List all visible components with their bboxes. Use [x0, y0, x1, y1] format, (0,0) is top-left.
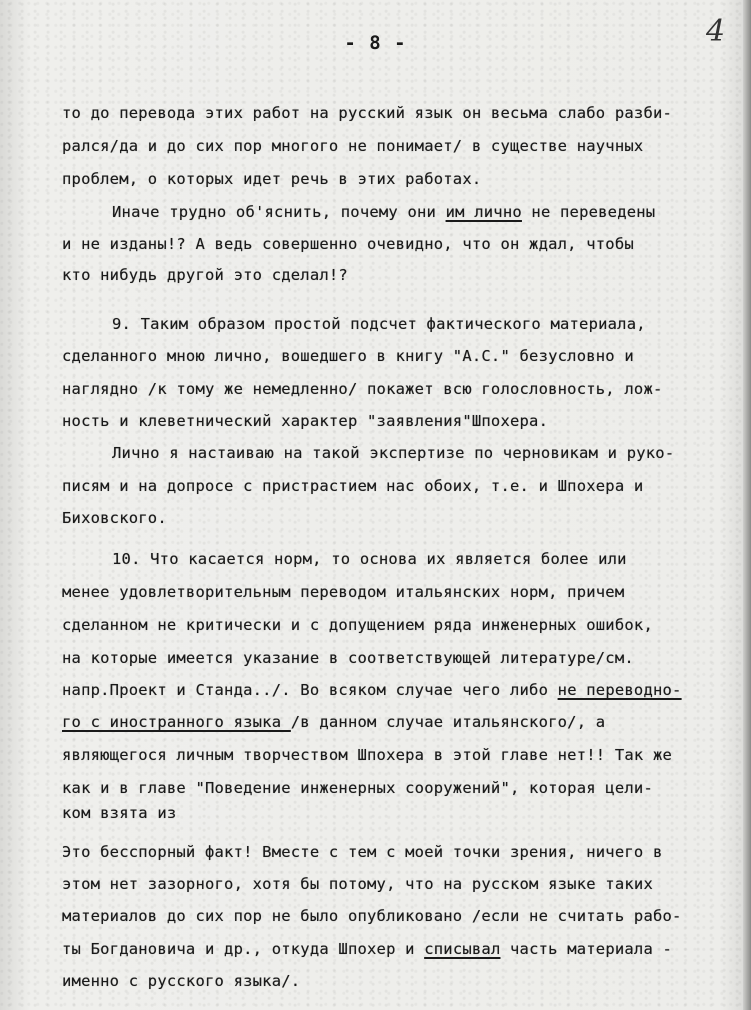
text-segment: как и в главе "Поведение инженерных сооружений", которая цели- [62, 779, 653, 797]
text-line [62, 347, 730, 365]
text-line [62, 266, 730, 284]
text-line [62, 907, 730, 925]
text-line [62, 137, 730, 155]
text-segment: Это бесспорный факт! Вместе с тем с моей точки зрения, ничего в [62, 843, 663, 861]
text-line [62, 681, 730, 699]
text-segment: наглядно /к тому же немедленно/ покажет всю голословность, лож- [62, 380, 663, 398]
text-line [62, 972, 730, 990]
text-segment: 9. Таким образом простой подсчет фактического материала, [112, 315, 646, 333]
text-segment: не переведены [521, 203, 656, 221]
text-segment: являющегося личным творчеством Шпохера в этой главе нет!! Так же [62, 746, 673, 764]
text-line [112, 444, 730, 462]
text-segment: ты Богдановича и др., откуда Шпохер и [62, 940, 425, 958]
text-line [62, 235, 730, 253]
text-line [62, 170, 730, 188]
text-line [62, 583, 730, 601]
underlined-text: не переводно- [557, 681, 682, 699]
text-segment: проблем, о которых идет речь в этих работах. [62, 170, 482, 188]
text-segment: материалов до сих пор не было опубликовано /если не считать рабо- [62, 907, 682, 925]
text-segment: рался/да и до сих пор многого не понимает/ в существе научных [62, 137, 644, 155]
text-line [62, 843, 730, 861]
underlined-text: им лично [445, 203, 522, 221]
text-line [62, 104, 730, 122]
text-line [62, 746, 730, 764]
text-line [112, 315, 730, 333]
text-line [62, 649, 730, 667]
text-segment: /в данном случае итальянского/, а [290, 713, 606, 731]
text-segment: кто нибудь другой это сделал!? [62, 266, 348, 284]
text-line [62, 940, 730, 958]
text-line [62, 412, 730, 430]
text-segment: и не изданы!? А ведь совершенно очевидно, что он ждал, чтобы [62, 235, 634, 253]
text-line [62, 509, 730, 527]
text-line [62, 616, 730, 634]
handwritten-corner-number: 4 [706, 14, 726, 49]
underlined-text: го с иностранного языка [62, 713, 291, 731]
text-segment: напр.Проект и Станда../. Во всяком случае чего либо [62, 681, 558, 699]
text-segment: то до перевода этих работ на русский язык он весьма слабо разби- [62, 104, 673, 122]
text-segment: Лично я настаиваю на такой экспертизе по черновикам и руко- [112, 444, 675, 462]
text-segment: на которые имеется указание в соответствующей литературе/см. [62, 649, 634, 667]
text-segment: именно с русского языка/. [62, 972, 301, 990]
text-segment: ком взята из [62, 804, 177, 822]
text-line [62, 875, 730, 893]
text-segment: сделанном не критически и с допущением ряда инженерных ошибок, [62, 616, 653, 634]
text-line [62, 713, 730, 731]
text-segment: ность и клеветнический характер "заявления"Шпохера. [62, 412, 549, 430]
page-edge-shadow [743, 0, 751, 1010]
text-segment: писям и на допросе с пристрастием нас обоих, т.е. и Шпохера и [62, 477, 644, 495]
text-segment: этом нет зазорного, хотя бы потому, что на русском языке таких [62, 875, 653, 893]
text-segment: сделанного мною лично, вошедшего в книгу "А.С." безусловно и [62, 347, 634, 365]
text-line [62, 804, 730, 822]
text-segment: Иначе трудно об'яснить, почему они [112, 203, 446, 221]
text-line [112, 203, 730, 221]
text-line [62, 779, 730, 797]
text-line [112, 550, 730, 568]
text-line [62, 477, 730, 495]
page-number: - 8 - [344, 32, 407, 54]
text-segment: часть материала - [500, 940, 673, 958]
text-segment: менее удовлетворительным переводом итальянских норм, причем [62, 583, 625, 601]
text-segment: 10. Что касается норм, то основа их является более или [112, 550, 627, 568]
text-segment: Биховского. [62, 509, 167, 527]
underlined-text: списывал [424, 940, 501, 958]
text-line [62, 380, 730, 398]
